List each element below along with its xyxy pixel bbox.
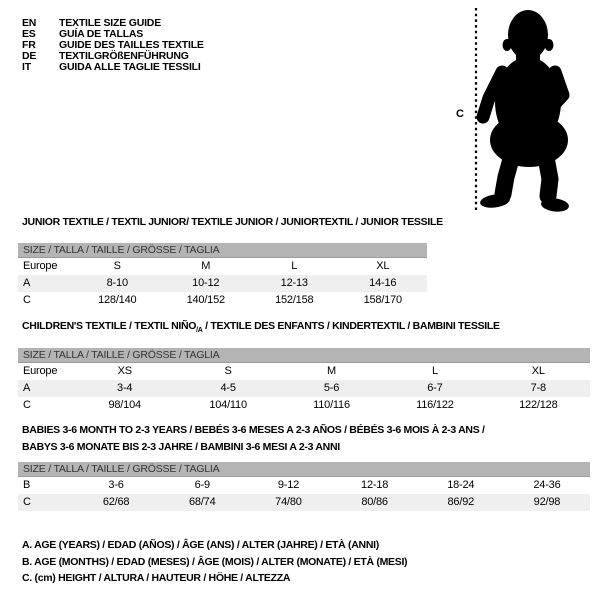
table-cell: 7-8 <box>530 382 546 394</box>
table-cell: XL <box>531 365 545 377</box>
language-title: GUIDA ALLE TAGLIE TESSILI <box>59 61 201 73</box>
table-cell: 74/80 <box>275 496 302 508</box>
table-cell: 8-10 <box>106 277 128 289</box>
footnote-c: C. (cm) HEIGHT / ALTURA / HAUTEUR / HÖHE / ALTEZZA <box>22 572 291 585</box>
table-row <box>18 258 427 275</box>
footnotes <box>22 537 407 587</box>
row-label: Europe <box>23 260 58 272</box>
row-label: A <box>23 382 31 394</box>
table-cell: M <box>201 260 211 272</box>
table-cell: 3-6 <box>108 479 124 491</box>
table-cell: 140/152 <box>186 294 225 306</box>
size-table-junior <box>18 243 427 309</box>
size-header-bar: SIZE / TALLA / TAILLE / GRÖSSE / TAGLIA <box>18 243 427 258</box>
table-cell: XS <box>117 365 132 377</box>
table-cell: 14-16 <box>369 277 397 289</box>
table-cell: S <box>113 260 121 272</box>
language-code: ES <box>22 28 36 40</box>
table-cell: M <box>327 365 336 377</box>
table-cell: 80/86 <box>361 496 388 508</box>
language-title: GUIDE DES TAILLES TEXTILE <box>59 39 204 51</box>
row-label: Europe <box>23 365 58 377</box>
table-row <box>18 363 590 380</box>
row-label: C <box>23 496 31 508</box>
table-cell: 68/74 <box>188 496 216 508</box>
baby-silhouette <box>440 2 600 217</box>
row-label: C <box>23 294 31 306</box>
section-title-children-prefix: CHILDREN'S TEXTILE / TEXTIL NIÑO <box>22 320 197 332</box>
table-cell: 158/170 <box>363 294 402 306</box>
table-cell: XL <box>376 260 390 272</box>
table-cell: 116/122 <box>416 399 454 411</box>
size-header-bar: SIZE / TALLA / TAILLE / GRÖSSE / TAGLIA <box>18 462 590 477</box>
section-title-junior: JUNIOR TEXTILE / TEXTIL JUNIOR/ TEXTILE JUNIOR / JUNIORTEXTIL / JUNIOR TESSILE <box>22 216 443 228</box>
table-row <box>18 275 427 292</box>
table-cell: 6-7 <box>427 382 443 394</box>
language-code: DE <box>22 50 37 62</box>
section-title-children-suffix: / TEXTILE DES ENFANTS / KINDERTEXTIL / BAMBINI TESSILE <box>202 320 500 332</box>
table-cell: 18-24 <box>447 479 475 491</box>
table-cell: 128/140 <box>98 294 137 306</box>
table-cell: 24-36 <box>533 479 561 491</box>
table-cell: 98/104 <box>108 399 141 411</box>
language-title: TEXTILE SIZE GUIDE <box>59 17 161 29</box>
footnote-a: A. AGE (YEARS) / EDAD (AÑOS) / ÂGE (ANS) / ALTER (JAHRE) / ETÀ (ANNI) <box>22 539 379 551</box>
table-cell: 122/128 <box>519 399 558 411</box>
footnote-b: B. AGE (MONTHS) / EDAD (MESES) / ÂGE (MOIS) / ALTER (MONATE) / ETÀ (MESI) <box>22 555 408 568</box>
row-label: C <box>23 399 31 411</box>
language-code: IT <box>22 61 31 73</box>
row-label: A <box>23 277 31 289</box>
language-list <box>22 18 204 73</box>
table-cell: 3-4 <box>117 382 133 394</box>
section-title-babies-line2: BABYS 3-6 MONATE BIS 2-3 JAHRE / BAMBINI 3-6 MESI A 2-3 ANNI <box>22 441 340 453</box>
table-row <box>18 477 590 494</box>
table-cell: 10-12 <box>192 277 220 289</box>
language-title: GUÍA DE TALLAS <box>59 28 144 40</box>
table-cell: L <box>431 365 438 377</box>
table-cell: 9-12 <box>277 479 300 491</box>
size-table-babies <box>18 462 590 511</box>
table-row <box>18 397 590 414</box>
table-cell: 62/68 <box>102 496 130 508</box>
section-title-babies <box>22 424 485 453</box>
table-cell: 12-18 <box>361 479 389 491</box>
table-row <box>18 292 427 309</box>
language-title: TEXTILGRÖßENFÜHRUNG <box>59 50 189 62</box>
table-cell: 5-6 <box>323 382 340 394</box>
section-title-children <box>22 320 500 337</box>
row-label: B <box>23 479 31 491</box>
size-table-children <box>18 348 590 414</box>
table-cell: 12-13 <box>280 277 308 289</box>
section-title-babies-line1: BABIES 3-6 MONTH TO 2-3 YEARS / BEBÉS 3-6 MESES A 2-3 AÑOS / BÉBÉS 3-6 MOIS À 2-3 ANS / <box>22 424 485 436</box>
table-row <box>18 494 590 511</box>
language-code: FR <box>22 39 36 51</box>
table-cell: S <box>224 365 232 377</box>
table-cell: 92/98 <box>533 496 561 508</box>
language-row <box>22 62 204 73</box>
table-cell: 152/158 <box>275 294 314 306</box>
table-cell: 104/110 <box>209 399 247 411</box>
table-cell: 86/92 <box>447 496 475 508</box>
language-code: EN <box>22 17 37 29</box>
section-title-children-sub: /A <box>196 327 203 335</box>
table-row <box>18 380 590 397</box>
table-cell: 110/116 <box>313 399 350 411</box>
height-measure-label: C <box>456 108 464 120</box>
table-cell: 6-9 <box>194 479 210 491</box>
table-cell: L <box>291 260 298 272</box>
table-cell: 4-5 <box>220 382 236 394</box>
size-header-bar: SIZE / TALLA / TAILLE / GRÖSSE / TAGLIA <box>18 348 590 363</box>
